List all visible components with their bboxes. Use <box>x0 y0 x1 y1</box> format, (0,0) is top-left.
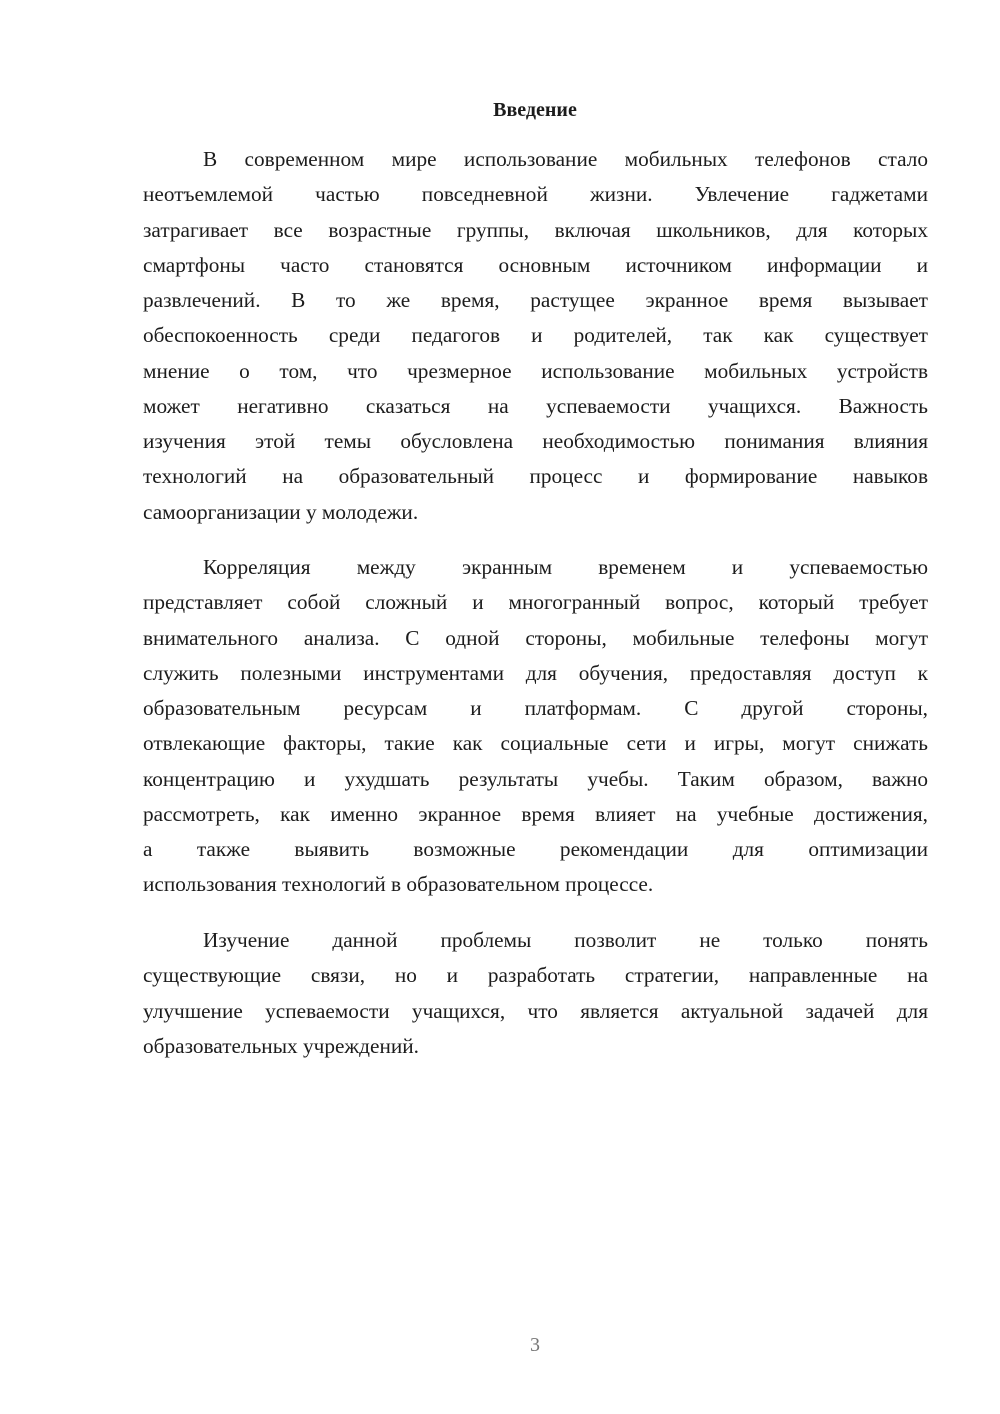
text-line: рассмотреть, как именно экранное время влияет на учебные достижения, <box>143 801 928 826</box>
text-line: отвлекающие факторы, такие как социальные сети и игры, могут снижать <box>143 731 928 756</box>
text-line: улучшение успеваемости учащихся, что является актуальной задачей для <box>143 998 928 1023</box>
text-line: изучения этой темы обусловлена необходимостью понимания влияния <box>143 429 928 453</box>
paragraph-1 <box>143 142 928 530</box>
section-title: Введение <box>493 99 577 121</box>
page-number: 3 <box>530 1334 540 1356</box>
text-line: обеспокоенность среди педагогов и родителей, так как существует <box>143 323 928 348</box>
text-line: использования технологий в образовательном процессе. <box>143 872 654 897</box>
text-line: Изучение данной проблемы позволит не только понять <box>203 928 928 952</box>
text-line: смартфоны часто становятся основным источником информации и <box>143 252 928 277</box>
text-line: существующие связи, но и разработать стратегии, направленные на <box>143 963 928 988</box>
text-line: неотъемлемой частью повседневной жизни. Увлечение гаджетами <box>143 182 928 207</box>
text-line: Корреляция между экранным временем и успеваемостью <box>203 555 928 579</box>
text-line: может негативно сказаться на успеваемости учащихся. Важность <box>143 393 928 418</box>
text-line: В современном мире использование мобильных телефонов стало <box>203 147 928 171</box>
text-line: концентрацию и ухудшать результаты учебы. Таким образом, важно <box>143 766 928 791</box>
text-line: технологий на образовательный процесс и формирование навыков <box>143 464 928 489</box>
paragraph-3 <box>143 923 928 1064</box>
text-line: служить полезными инструментами для обучения, предоставляя доступ к <box>143 660 928 685</box>
paragraph-2 <box>143 550 928 903</box>
text-line: образовательным ресурсам и платформам. С другой стороны, <box>143 696 928 720</box>
text-line: а также выявить возможные рекомендации для оптимизации <box>143 837 928 861</box>
text-line: развлечений. В то же время, растущее экранное время вызывает <box>143 288 928 312</box>
text-line: представляет собой сложный и многогранный вопрос, который требует <box>143 590 928 615</box>
text-line: затрагивает все возрастные группы, включая школьников, для которых <box>143 217 928 242</box>
text-line: внимательного анализа. С одной стороны, мобильные телефоны могут <box>143 625 928 650</box>
text-line: образовательных учреждений. <box>143 1033 419 1058</box>
text-line: мнение о том, что чрезмерное использование мобильных устройств <box>143 358 928 383</box>
text-line: самоорганизации у молодежи. <box>143 499 419 524</box>
